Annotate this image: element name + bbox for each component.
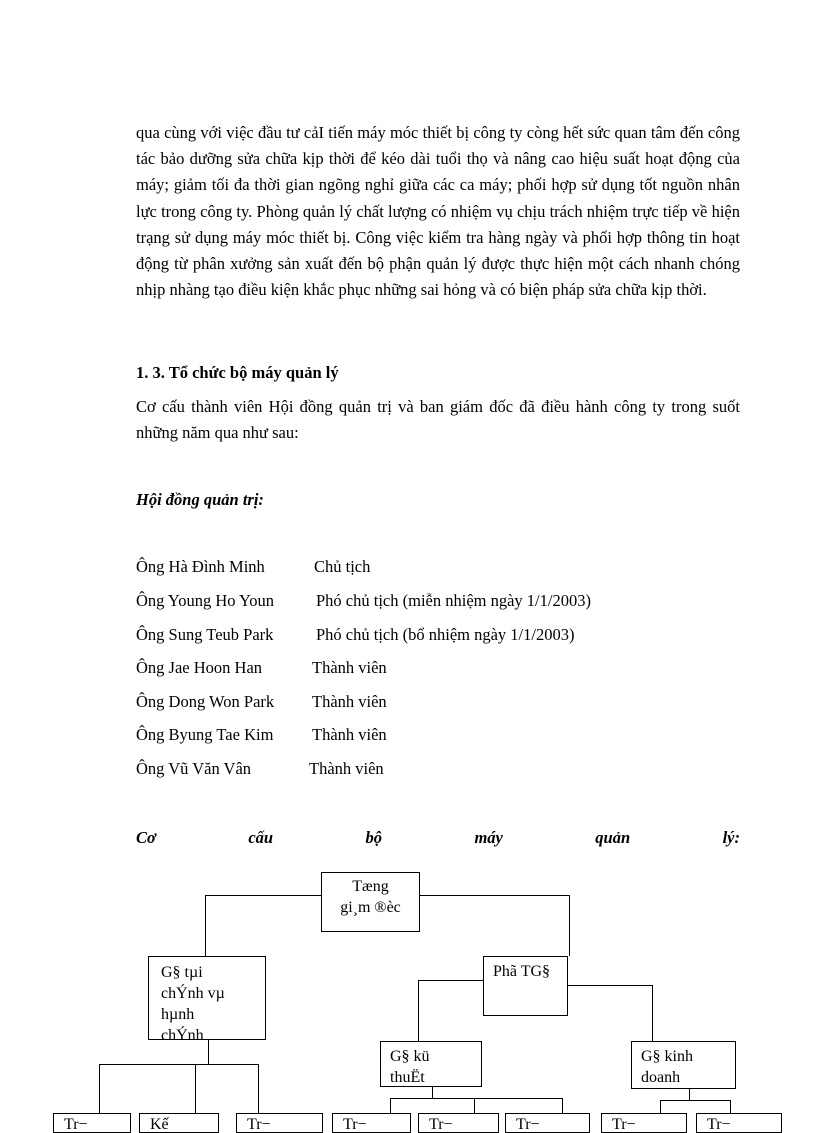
connector-line xyxy=(689,1089,690,1100)
structure-title-word: Cơ xyxy=(136,828,156,847)
connector-line xyxy=(660,1100,730,1101)
org-box-text: Tr− xyxy=(612,1116,636,1133)
member-role: Chủ tịch xyxy=(314,557,371,576)
org-box-text: doanh xyxy=(641,1069,681,1086)
org-box-department xyxy=(236,1113,323,1133)
org-box-department xyxy=(696,1113,782,1133)
structure-title-word: lý: xyxy=(722,828,740,847)
member-row xyxy=(136,759,384,779)
org-box-department xyxy=(53,1113,131,1133)
member-row xyxy=(136,557,371,577)
org-box-text: Phã TG§ xyxy=(493,963,551,980)
member-name: Ông Dong Won Park xyxy=(136,692,275,711)
connector-line xyxy=(195,1064,196,1116)
org-box-text: thuËt xyxy=(390,1069,425,1086)
org-box-text: Kế xyxy=(150,1116,169,1133)
member-name: Ông Jae Hoon Han xyxy=(136,658,263,677)
member-name: Ông Sung Teub Park xyxy=(136,625,274,644)
org-box-general-director xyxy=(321,872,420,932)
org-box-text: Tr− xyxy=(343,1116,367,1133)
member-name: Ông Hà Đình Minh xyxy=(136,557,265,576)
org-box-department xyxy=(418,1113,499,1133)
org-box-text: hµnh xyxy=(161,1006,195,1023)
org-box-text: Tr− xyxy=(707,1116,731,1133)
org-box-text: G§ kü xyxy=(390,1048,430,1065)
member-role: Phó chủ tịch (miễn nhiệm ngày 1/1/2003) xyxy=(316,591,591,610)
connector-line xyxy=(258,1064,259,1116)
member-role: Thành viên xyxy=(312,692,387,711)
structure-title xyxy=(136,828,740,848)
connector-line xyxy=(99,1064,258,1065)
org-box-finance-director xyxy=(148,956,266,1040)
structure-title-word: máy xyxy=(474,828,503,847)
connector-line xyxy=(208,1040,209,1064)
member-row xyxy=(136,625,575,645)
connector-line xyxy=(569,895,570,956)
org-box-text: Tr− xyxy=(429,1116,453,1133)
member-name: Ông Young Ho Youn xyxy=(136,591,275,610)
org-box-sales-director xyxy=(631,1041,736,1089)
org-box-department xyxy=(332,1113,411,1133)
board-title: Hội đồng quản trị: xyxy=(136,490,264,509)
section-heading: 1. 3. Tổ chức bộ máy quản lý xyxy=(136,363,339,382)
member-name: Ông Byung Tae Kim xyxy=(136,725,274,744)
connector-line xyxy=(205,895,206,956)
org-box-text: G§ tµi xyxy=(161,964,203,981)
member-row xyxy=(136,658,387,678)
member-role: Thành viên xyxy=(312,658,387,677)
member-role: Thành viên xyxy=(309,759,384,778)
connector-line xyxy=(567,985,652,986)
connector-line xyxy=(419,895,569,896)
org-box-text: gi¸m ®èc xyxy=(340,899,401,916)
org-box-department xyxy=(601,1113,687,1133)
structure-title-word: bộ xyxy=(365,828,382,847)
connector-line xyxy=(390,1098,562,1099)
org-box-text: chÝnh xyxy=(161,1027,204,1040)
org-box-text: Tr− xyxy=(516,1116,540,1133)
org-box-deputy-director xyxy=(483,956,568,1016)
org-box-technical-director xyxy=(380,1041,482,1087)
org-box-department xyxy=(139,1113,219,1133)
org-box-text: G§ kinh xyxy=(641,1048,693,1065)
member-name: Ông Vũ Văn Vân xyxy=(136,759,252,778)
connector-line xyxy=(418,980,483,981)
member-row xyxy=(136,725,387,745)
connector-line xyxy=(99,1064,100,1116)
intro-paragraph: qua cùng với việc đầu tư cảI tiến máy móc thiết bị công ty còng hết sức quan tâm đến công tác bảo dưỡng sửa chữa kịp thời để kéo dài tuổi thọ và nâng cao hiệu suất hoạt động của máy; giảm tối đa thời gian ngõng nghỉ giữa các ca máy; phối hợp sử dụng tốt nguồn nhân lực trong công ty. Phòng quản lý chất lượng có nhiệm vụ chịu trách nhiệm trực tiếp về hiện trạng sử dụng máy móc thiết bị. Công việc kiểm tra hàng ngày và phối hợp thông tin hoạt động từ phân xưởng sản xuất đến bộ phận quản lý được thực hiện một cách nhanh chóng nhịp nhàng tạo điều kiện khắc phục những sai hỏng và có biện pháp sửa chữa kịp thời. xyxy=(136,123,740,300)
member-role: Phó chủ tịch (bổ nhiệm ngày 1/1/2003) xyxy=(316,625,575,644)
connector-line xyxy=(418,980,419,1042)
structure-title-word: cấu xyxy=(248,828,274,847)
member-row xyxy=(136,692,387,712)
structure-title-word: quản xyxy=(595,828,631,847)
connector-line xyxy=(652,985,653,1041)
org-box-text: chÝnh vµ xyxy=(161,985,225,1002)
member-row xyxy=(136,591,591,611)
org-box-text: Tr− xyxy=(247,1116,271,1133)
section-paragraph: Cơ cấu thành viên Hội đồng quản trị và ban giám đốc đã điều hành công ty trong suốt những năm qua như sau: xyxy=(136,397,740,443)
member-role: Thành viên xyxy=(312,725,387,744)
connector-line xyxy=(205,895,322,896)
org-box-text: Tr− xyxy=(64,1116,88,1133)
org-box-department xyxy=(505,1113,590,1133)
org-box-text: Tæng xyxy=(352,878,389,895)
connector-line xyxy=(432,1087,433,1098)
